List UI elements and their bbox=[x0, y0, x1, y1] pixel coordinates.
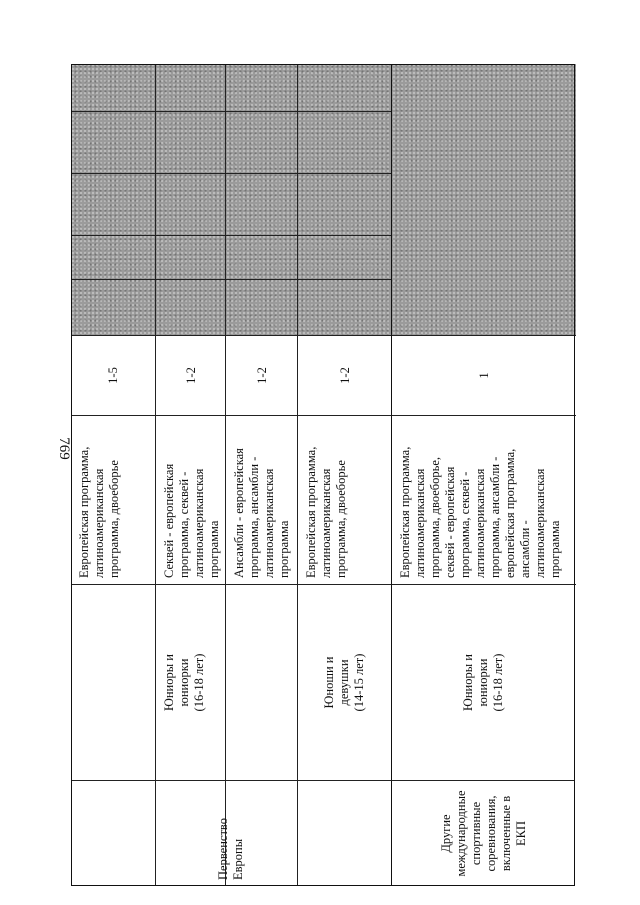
shaded-cell bbox=[226, 112, 298, 174]
shaded-cell bbox=[71, 64, 155, 112]
shaded-cell bbox=[71, 280, 155, 336]
shaded-cell bbox=[156, 280, 226, 336]
shaded-cell bbox=[156, 174, 226, 236]
results-table bbox=[71, 64, 575, 886]
program-cell: Европейская программа, латиноамериканская программа, двоеборье bbox=[71, 416, 155, 585]
age-group-cell: Юниоры и юниорки (16-18 лет) bbox=[391, 585, 575, 781]
shaded-cell bbox=[392, 64, 576, 336]
program-cell: Ансамбли - европейская программа, ансамбли - латиноамериканская программа bbox=[226, 416, 298, 585]
page-number: 769 bbox=[55, 437, 72, 460]
places-cell: 1-5 bbox=[71, 336, 155, 416]
age-group-cell: Юноши и девушки (14-15 лет) bbox=[297, 585, 391, 781]
event-cell: Первенство Европы bbox=[216, 818, 245, 880]
event-cell: Другие международные спортивные соревнования, включенные в ЕКП bbox=[391, 781, 575, 886]
shaded-cell bbox=[71, 236, 155, 280]
shaded-cell bbox=[156, 112, 226, 174]
shaded-cell bbox=[298, 236, 392, 280]
age-group-cell: Юниоры и юниорки (16-18 лет) bbox=[71, 585, 297, 781]
shaded-cell bbox=[226, 280, 298, 336]
shaded-cell bbox=[226, 236, 298, 280]
shaded-cell bbox=[71, 174, 155, 236]
shaded-cell bbox=[298, 64, 392, 112]
places-cell: 1-2 bbox=[298, 336, 392, 416]
shaded-cell bbox=[226, 174, 298, 236]
places-cell: 1-2 bbox=[226, 336, 298, 416]
table-landscape bbox=[71, 64, 575, 886]
program-cell: Европейская программа, латиноамериканская программа, двоеборье bbox=[298, 416, 392, 585]
program-cell: Европейская программа, латиноамериканская программа, двоеборье, секвей - европейская программа, секвей - латиноамериканская программа, ансамбли - европейская программа, ансамбли - латиноамериканская программа bbox=[392, 416, 576, 585]
shaded-cell bbox=[298, 280, 392, 336]
places-cell: 1-2 bbox=[156, 336, 226, 416]
shaded-cell bbox=[226, 64, 298, 112]
shaded-cell bbox=[156, 64, 226, 112]
shaded-cell bbox=[71, 112, 155, 174]
program-cell: Секвей - европейская программа, секвей - латиноамериканская программа bbox=[156, 416, 226, 585]
shaded-cell bbox=[298, 112, 392, 174]
shaded-cell bbox=[156, 236, 226, 280]
places-cell: 1 bbox=[392, 336, 576, 416]
shaded-cell bbox=[298, 174, 392, 236]
